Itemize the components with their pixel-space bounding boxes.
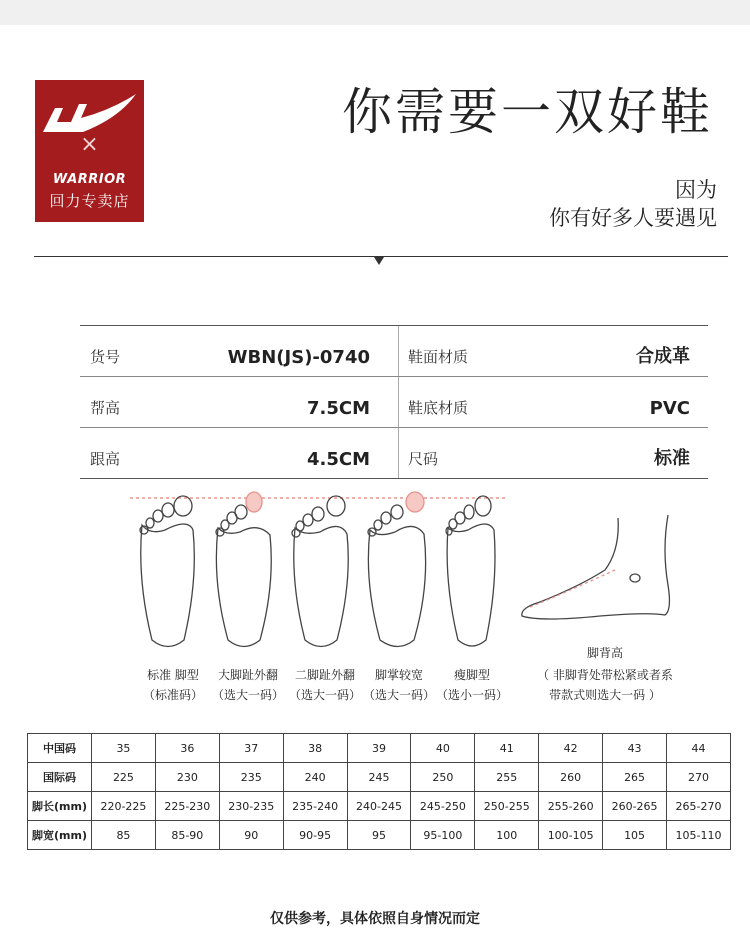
size-cell: 260-265	[603, 792, 667, 821]
size-row-label: 脚宽(mm)	[28, 821, 92, 850]
spec-row	[80, 377, 708, 428]
spec-key: 鞋底材质	[408, 399, 469, 417]
size-chart	[27, 733, 731, 850]
size-cell: 240-245	[347, 792, 411, 821]
size-cell: 245	[347, 763, 411, 792]
spec-key: 鞋面材质	[408, 348, 469, 366]
spec-key: 尺码	[408, 450, 439, 468]
foot-type-advice: （选大一码）	[288, 688, 361, 702]
size-cell: 85	[92, 821, 156, 850]
subline-2: 你有好多人要遇见	[549, 206, 717, 230]
foot-standard-icon	[140, 496, 194, 647]
foot-second-toe-icon	[292, 496, 348, 647]
foot-side-view-icon	[522, 515, 670, 619]
foot-type-label: 标准 脚型	[147, 668, 199, 682]
logo-cross: ×	[80, 132, 99, 157]
size-cell: 250	[411, 763, 475, 792]
size-cell: 265-270	[667, 792, 731, 821]
size-cell: 41	[475, 734, 539, 763]
size-cell: 38	[283, 734, 347, 763]
size-cell: 90-95	[283, 821, 347, 850]
spec-row	[80, 428, 708, 479]
instep-note-1: （ 非脚背处带松紧或者系	[537, 668, 673, 682]
foot-bunion-icon	[216, 492, 271, 647]
foot-type-label: 大脚趾外翻	[217, 668, 278, 682]
size-cell: 43	[603, 734, 667, 763]
size-cell: 245-250	[411, 792, 475, 821]
foot-type-guide	[0, 490, 750, 710]
warrior-mark-icon	[41, 88, 138, 138]
spec-row	[80, 326, 708, 377]
size-cell: 255	[475, 763, 539, 792]
spec-key: 跟高	[90, 450, 121, 468]
size-cell: 255-260	[539, 792, 603, 821]
size-cell: 105	[603, 821, 667, 850]
size-cell: 265	[603, 763, 667, 792]
size-cell: 250-255	[475, 792, 539, 821]
foot-wide-icon	[368, 492, 426, 647]
foot-type-advice: （选小一码）	[435, 688, 508, 702]
foot-type-advice: （选大一码）	[362, 688, 435, 702]
brand-logo	[35, 80, 144, 222]
size-cell: 36	[155, 734, 219, 763]
divider-arrow-icon	[374, 257, 384, 265]
size-row-label: 中国码	[28, 734, 92, 763]
size-cell: 35	[92, 734, 156, 763]
size-cell: 40	[411, 734, 475, 763]
size-row	[28, 792, 731, 821]
size-cell: 44	[667, 734, 731, 763]
foot-type-advice: （标准码）	[142, 688, 203, 702]
size-row	[28, 734, 731, 763]
size-row	[28, 821, 731, 850]
spec-value: 标准	[654, 448, 690, 469]
logo-store: 回力专卖店	[49, 192, 130, 210]
size-cell: 220-225	[92, 792, 156, 821]
foot-type-label: 脚掌较宽	[374, 668, 423, 682]
size-cell: 85-90	[155, 821, 219, 850]
instep-note-2: 带款式则选大一码 ）	[549, 688, 661, 702]
size-cell: 235-240	[283, 792, 347, 821]
foot-type-advice: （选大一码）	[211, 688, 284, 702]
size-cell: 95	[347, 821, 411, 850]
foot-slim-icon	[446, 496, 495, 646]
spec-value: PVC	[649, 398, 690, 419]
logo-brand: WARRIOR	[52, 172, 127, 187]
spec-key: 货号	[90, 348, 121, 366]
disclaimer-note: 仅供参考，具体依照自身情况而定	[270, 911, 480, 927]
size-cell: 37	[219, 734, 283, 763]
size-row-label: 国际码	[28, 763, 92, 792]
foot-type-label: 瘦脚型	[453, 668, 490, 682]
instep-title: 脚背高	[586, 646, 623, 660]
size-row-label: 脚长(mm)	[28, 792, 92, 821]
size-cell: 225-230	[155, 792, 219, 821]
size-cell: 270	[667, 763, 731, 792]
spec-table	[80, 325, 708, 479]
spec-key: 帮高	[90, 399, 121, 417]
size-cell: 100	[475, 821, 539, 850]
spec-value: 合成革	[636, 346, 690, 367]
size-cell: 240	[283, 763, 347, 792]
size-cell: 230	[155, 763, 219, 792]
size-cell: 95-100	[411, 821, 475, 850]
size-cell: 105-110	[667, 821, 731, 850]
size-cell: 230-235	[219, 792, 283, 821]
spec-value: 7.5CM	[306, 398, 370, 419]
size-cell: 42	[539, 734, 603, 763]
size-cell: 235	[219, 763, 283, 792]
foot-type-label: 二脚趾外翻	[294, 668, 355, 682]
headline: 你需要一双好鞋	[342, 83, 713, 141]
size-cell: 260	[539, 763, 603, 792]
size-cell: 90	[219, 821, 283, 850]
size-cell: 225	[92, 763, 156, 792]
spec-value: 4.5CM	[306, 449, 370, 470]
subline-1: 因为	[675, 178, 717, 202]
size-cell: 39	[347, 734, 411, 763]
top-bar	[0, 0, 750, 25]
spec-value: WBN(JS)-0740	[227, 347, 370, 368]
size-cell: 100-105	[539, 821, 603, 850]
size-row	[28, 763, 731, 792]
